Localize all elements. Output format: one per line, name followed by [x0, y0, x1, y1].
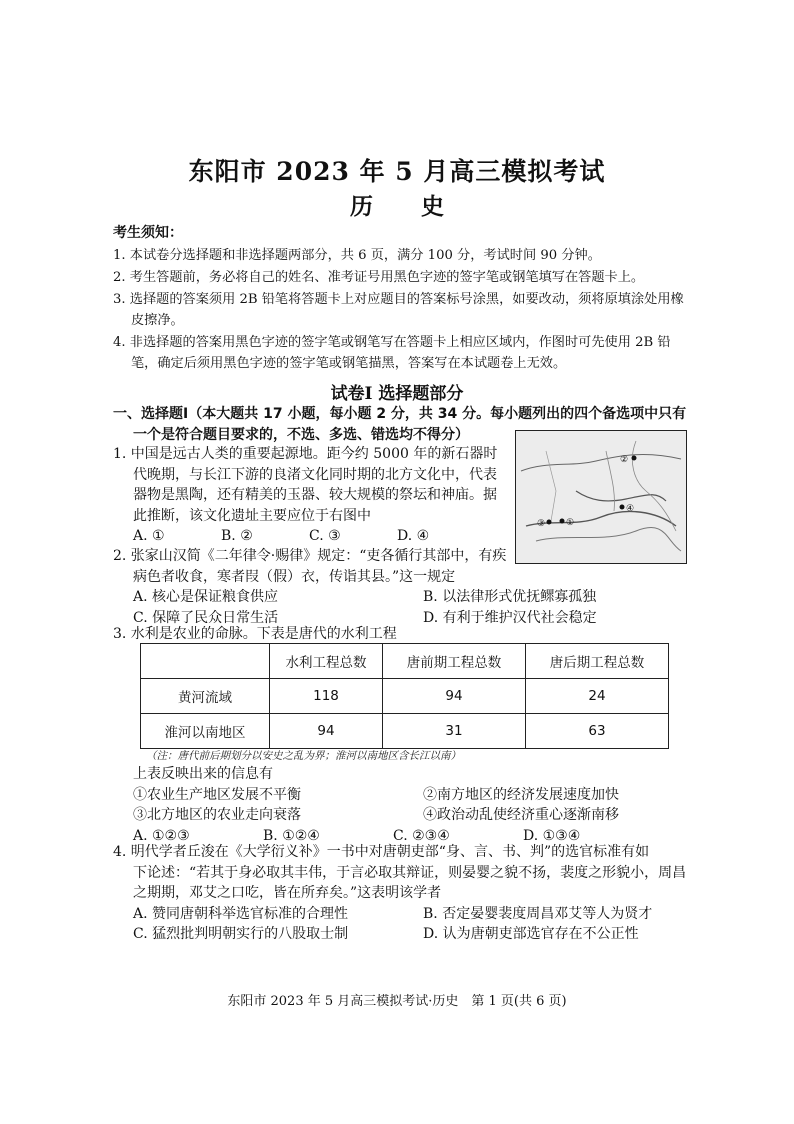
- question-stem: 4. 明代学者丘浚在《大学衍义补》一书中对唐朝吏部“身、言、书、判”的选官标准有如: [113, 844, 650, 860]
- question-stem: 1. 中国是远古人类的重要起源地。距今约 5000 年的新石器时代晚期，与长江下游的良渚文化同时期的北方文化中，代表器物是黑陶，还有精美的玉器、较大规模的祭坛和神庙。据此推断，该文化遗址主要应位于右图中: [113, 446, 498, 524]
- table-cell: 63: [526, 714, 669, 749]
- option-d: D. ①③④: [523, 827, 581, 844]
- table-note: （注：唐代前后期划分以安史之乱为界；淮河以南地区含长江以南）: [146, 750, 461, 762]
- option-c: C. 猛烈批判明朝实行的八股取士制: [133, 926, 349, 942]
- table-header-row: [141, 644, 669, 679]
- notice-item: 3. 选择题的答案须用 2B 铅笔将答题卡上对应题目的答案标号涂黑，如要改动，须将原填涂处用橡皮擦净。: [113, 292, 684, 328]
- option-c: C. ③: [309, 528, 341, 544]
- table-header-cell: 唐后期工程总数: [526, 644, 669, 679]
- question-lead: 上表反映出来的信息有: [133, 766, 273, 782]
- map-label: ③: [537, 519, 546, 529]
- option-row: [113, 587, 713, 608]
- question-stem: 3. 水利是农业的命脉。下表是唐代的水利工程: [113, 626, 397, 642]
- water-projects-table: [140, 643, 669, 749]
- notice-heading: 考生须知：: [113, 225, 183, 241]
- question-1: [113, 444, 508, 547]
- notice-item: 4. 非选择题的答案用黑色字迹的签字笔或钢笔写在答题卡上相应区域内，作图时可先使用 2B 铅笔，确定后须用黑色字迹的签字笔或钢笔描黑，答案写在本试题卷上无效。: [113, 335, 671, 371]
- statement: ④政治动乱使经济重心逐渐南移: [423, 807, 619, 823]
- statement: ②南方地区的经济发展速度加快: [423, 786, 619, 803]
- option-d: D. ④: [397, 528, 430, 544]
- section-title: 试卷Ⅰ 选择题部分: [330, 384, 464, 404]
- site-marker: [560, 519, 565, 524]
- map-label: ④: [626, 504, 635, 514]
- table-cell: 94: [270, 714, 383, 749]
- option-c: C. ②③④: [393, 827, 450, 844]
- statement-row: [113, 785, 713, 806]
- question-4: [113, 842, 693, 945]
- option-d: D. 有利于维护汉代社会稳定: [423, 609, 597, 626]
- table-header-cell: 唐前期工程总数: [383, 644, 526, 679]
- table-header-cell: [141, 644, 270, 679]
- site-marker: [632, 456, 637, 461]
- statement: ①农业生产地区发展不平衡: [133, 786, 301, 803]
- table-cell: 淮河以南地区: [141, 714, 270, 749]
- table-cell: 黄河流域: [141, 679, 270, 714]
- statement: ③北方地区的农业走向衰落: [133, 807, 301, 823]
- option-row: [113, 904, 713, 925]
- option-row: [113, 526, 508, 547]
- map-label: ②: [620, 455, 629, 465]
- page-footer: 东阳市 2023 年 5 月高三模拟考试·历史 第 1 页(共 6 页): [227, 994, 567, 1009]
- site-marker: [547, 520, 552, 525]
- option-a: A. ①: [133, 528, 165, 544]
- question-3: [113, 624, 693, 645]
- table-cell: 94: [383, 679, 526, 714]
- option-b: B. ②: [221, 528, 253, 544]
- table-cell: 31: [383, 714, 526, 749]
- question-stem-continued: 下论述：“若其于身必取其丰伟，于言必取其辩证，则晏婴之貌不扬，裴度之形貌小，周昌之期期，邓艾之口吃，皆在所弃矣。”这表明该学者: [133, 864, 687, 901]
- question-3-options: [113, 764, 693, 846]
- table-header-cell: 水利工程总数: [270, 644, 383, 679]
- part-heading-line: 一个是符合题目要求的，不选、多选、错选均不得分）: [133, 427, 469, 443]
- exam-title: 东阳市 2023 年 5 月高三模拟考试: [188, 157, 606, 186]
- table-cell: 24: [526, 679, 669, 714]
- neolithic-sites-map: [515, 430, 687, 564]
- part-heading-line: 一、选择题Ⅰ（本大题共 17 小题，每小题 2 分，共 34 分。每小题列出的四个备选项中只有: [113, 406, 687, 422]
- table-row: [141, 679, 669, 714]
- notice-item: 2. 考生答题前，务必将自己的姓名、准考证号用黑色字迹的签字笔或钢笔填写在答题卡上。: [113, 270, 645, 285]
- option-row: [113, 924, 713, 945]
- option-a: A. 核心是保证粮食供应: [133, 589, 279, 605]
- option-a: A. ①②③: [133, 827, 190, 844]
- option-b: B. 否定晏婴裴度周昌邓艾等人为贤才: [423, 905, 653, 922]
- option-b: B. ①②④: [263, 827, 320, 844]
- table-row: [141, 714, 669, 749]
- option-b: B. 以法律形式优抚鳏寡孤独: [423, 589, 597, 605]
- question-2: [113, 546, 597, 628]
- notice-item: 1. 本试卷分选择题和非选择题两部分，共 6 页，满分 100 分，考试时间 90 分钟。: [113, 248, 601, 263]
- question-stem: 2. 张家山汉简《二年律令·赐律》规定：“吏各循行其部中，有疾病色者收食，寒者叚（假）衣，传诣其县。”这一规定: [113, 548, 507, 585]
- option-c: C. 保障了民众日常生活: [133, 609, 279, 626]
- table-cell: 118: [270, 679, 383, 714]
- exam-notice: [113, 222, 693, 375]
- option-d: D. 认为唐朝吏部选官存在不公正性: [423, 926, 639, 942]
- statement-row: [113, 805, 713, 826]
- site-marker: [620, 505, 625, 510]
- subject-title: 历 史: [349, 193, 464, 220]
- option-a: A. 赞同唐朝科举选官标准的合理性: [133, 905, 349, 922]
- map-label: ①: [566, 518, 575, 528]
